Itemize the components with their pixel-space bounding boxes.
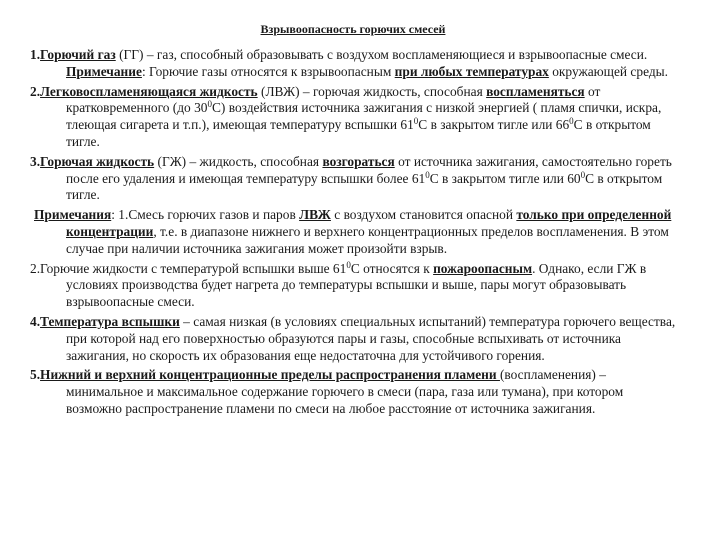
emphasis: возгораться [322,153,395,169]
paragraph-4-flash-point [26,314,680,364]
text-span: : 1.Смесь горючих газов и паров [111,207,300,223]
text-span: С) воздействия источника зажигания с низкой энергией ( пламя спички, искра, тлеющая сигарета и т.п.), имеющая температуру вспышки 61 [66,100,662,133]
item-number: 2. [30,260,41,276]
paragraph-note-2 [26,261,680,311]
term-flammable-gas: Горючий газ [40,47,116,62]
text-span: С в закрытом тигле или 60 [429,170,581,186]
emphasis: при любых температурах [394,63,549,79]
text-span: (ГГ) – газ, способный образовывать с воздухом воспламеняющиеся и взрывоопасные смеси. [115,47,648,62]
emphasis: только при определенной концентрации [66,207,672,239]
note-label: Примечание [66,63,142,79]
degree-sup: 0 [569,116,574,127]
text-span: : Горючие газы относятся к взрывоопасным [141,63,395,79]
item-number: 3. [30,153,41,169]
text-span: , т.е. в диапазоне нижнего и верхнего концентрационных пределов воспламенения. В этом случае при наличии источника зажигания может произойти взрыв. [66,223,669,256]
text-span: . Однако, если ГЖ в условиях производства будет нагрета до температуры вспышки и выше, пары могут образовывать взрывоопасные смеси. [66,260,647,310]
text-span: С в открытом тигле. [66,170,663,203]
emphasis: пожароопасным [433,260,533,276]
paragraph-2-flammable-liquid [26,84,680,151]
lvzh-abbr: ЛВЖ [299,207,331,223]
text-span: с воздухом становится опасной [330,207,517,223]
term-concentration-limits: Нижний и верхний концентрационные пределы распространения пламени [40,367,500,383]
term-combustible-liquid: Горючая жидкость [40,153,155,169]
item-number: 2. [30,83,41,99]
paragraph-3-combustible-liquid [26,154,680,204]
text-span: (ЛВЖ) – горючая жидкость, способная [257,83,487,99]
text-span: окружающей среды. [548,63,668,79]
item-number: 1. [30,47,41,62]
text-span: С относятся к [350,260,434,276]
text-span: от источника зажигания, самостоятельно гореть после его удаления и имеющая температуру вспышки более 61 [66,153,672,186]
text-span: от кратковременного (до 30 [66,83,601,116]
item-number: 4. [30,313,41,329]
paragraph-5-concentration-limits [26,367,680,417]
degree-sup: 0 [346,259,351,270]
item-number: 5. [30,367,41,383]
text-span: (воспламенения) – минимальное и максимальное содержание горючего в смеси (пара, газа или тумана), при котором возможно распространение пламени по смеси на любое расстояние от источника зажигания. [66,367,624,416]
text-span: – самая низкая (в условиях специальных испытаний) температура горючего вещества, при которой над его поверхностью образуются пары и газы, способные вспыхивать от источника зажигания, но скорость их образования еще недостаточна для устойчивого горения. [66,313,676,363]
term-flammable-liquid: Легковоспламеняющаяся жидкость [40,83,258,99]
text-span: (ГЖ) – жидкость, способная [154,153,323,169]
text-span: С в закрытом тигле или 66 [418,117,570,133]
notes-label: Примечания [34,207,112,223]
degree-sup: 0 [425,169,430,180]
text-span: С в открытом тигле. [66,117,651,149]
text-span: Горючие жидкости с температурой вспышки выше 61 [40,260,347,276]
emphasis: воспламеняться [486,83,585,99]
degree-sup: 0 [207,99,212,110]
document-title: Взрывоопасность горючих смесей [260,22,446,36]
notes-paragraph [26,207,680,257]
term-flash-point: Температура вспышки [40,313,180,329]
degree-sup: 0 [413,116,419,127]
degree-sup: 0 [580,169,586,180]
paragraph-1-flammable-gas [26,47,680,81]
